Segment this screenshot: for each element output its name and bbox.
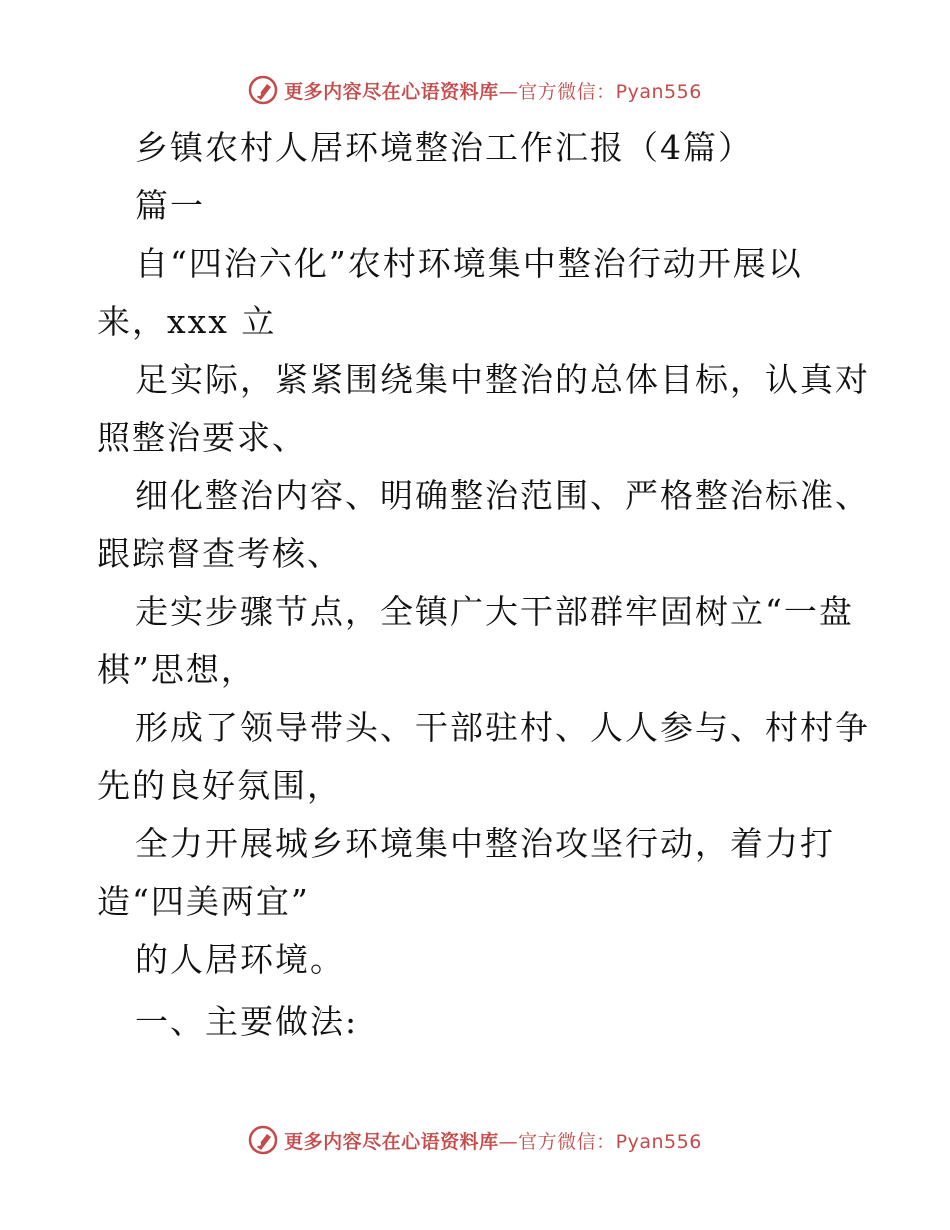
- paragraph-line: 自“四治六化”农村环境集中整治行动开展以: [135, 244, 803, 283]
- paragraph-line: 棋”思想，: [97, 650, 256, 689]
- footer-dash: —: [498, 1130, 519, 1153]
- paragraph-line: 足实际，紧紧围绕集中整治的总体目标，认真对: [135, 360, 870, 399]
- paragraph-line: 形成了领导带头、干部驻村、人人参与、村村争: [135, 708, 870, 747]
- paragraph-line: 来，xxx 立: [97, 302, 277, 341]
- header-wechat-text: 官方微信：Pyan556: [518, 80, 702, 103]
- header-dash: —: [498, 80, 519, 103]
- paragraph-line: 的人居环境。: [135, 940, 345, 979]
- subsection-heading: 一、主要做法:: [135, 1002, 359, 1041]
- footer-brand-text: 更多内容尽在心语资料库: [284, 1130, 499, 1153]
- paragraph-line: 细化整治内容、明确整治范围、严格整治标准、: [135, 476, 870, 515]
- footer-banner-text: [284, 1127, 702, 1154]
- section-heading: 篇一: [135, 186, 205, 225]
- paragraph-line: 造“四美两宜”: [97, 882, 310, 921]
- document-title: 乡镇农村人居环境整治工作汇报（4篇）: [135, 128, 753, 167]
- paragraph-line: 跟踪督查考核、: [97, 534, 342, 573]
- pen-nib-logo-icon: [248, 1125, 278, 1155]
- footer-banner: [0, 1120, 950, 1160]
- paragraph-line: 走实步骤节点，全镇广大干部群牢固树立“一盘: [135, 592, 854, 631]
- paragraph-line: 先的良好氛围，: [97, 766, 342, 805]
- footer-wechat-text: 官方微信：Pyan556: [518, 1130, 702, 1153]
- paragraph-line: 全力开展城乡环境集中整治攻坚行动，着力打: [135, 824, 835, 863]
- pen-nib-logo-icon: [248, 75, 278, 105]
- paragraph-line: 照整治要求、: [97, 418, 307, 457]
- header-banner: [0, 70, 950, 110]
- header-banner-text: [284, 77, 702, 104]
- header-brand-text: 更多内容尽在心语资料库: [284, 80, 499, 103]
